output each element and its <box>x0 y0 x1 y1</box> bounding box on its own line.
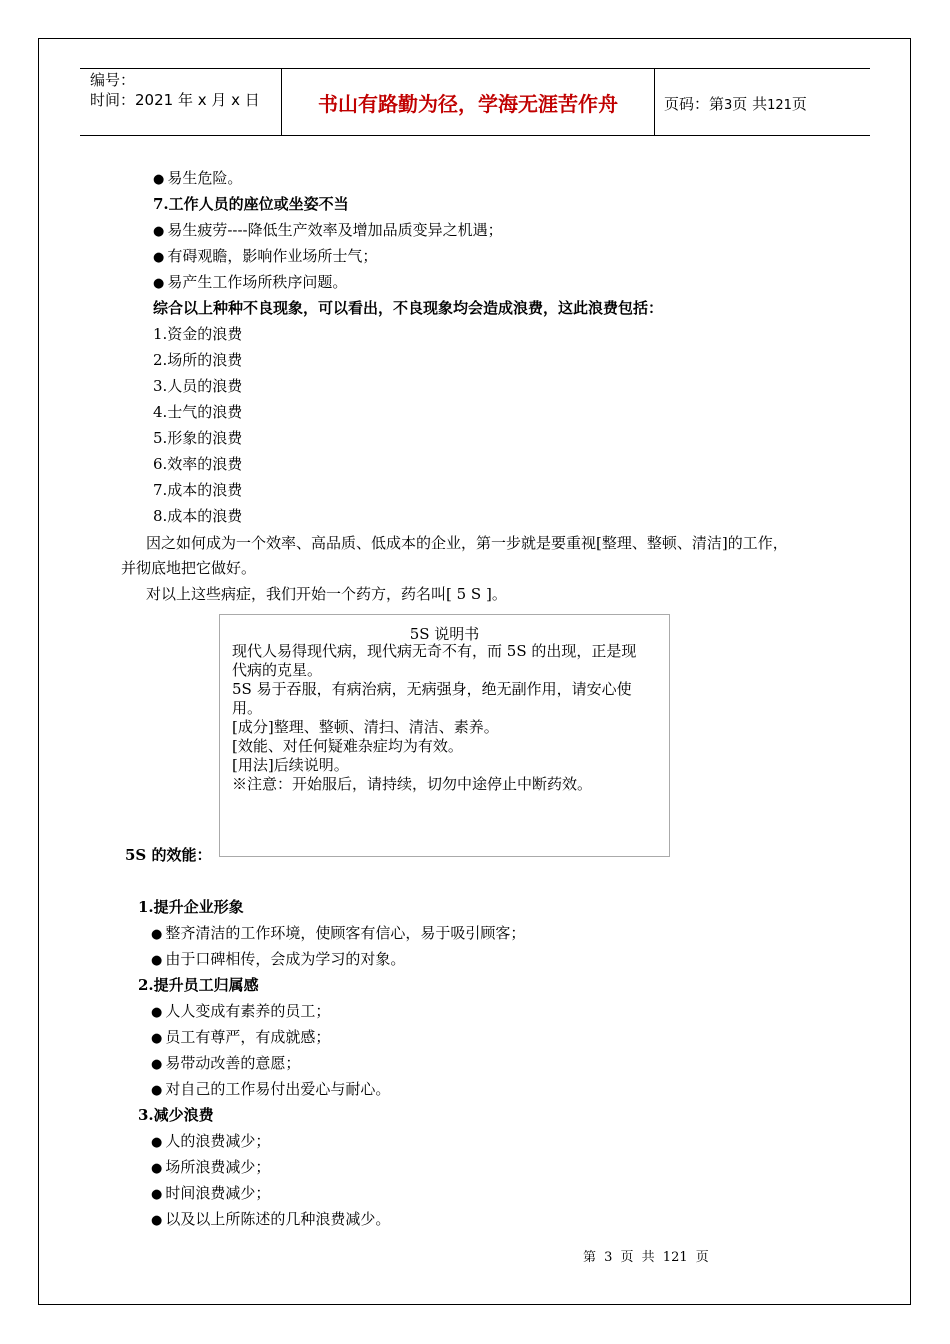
box-line: 用。 <box>232 699 263 717</box>
effects-title: 5S 的效能： <box>125 846 212 864</box>
box-line: 5S 易于吞服，有病治病，无病强身，绝无副作用，请安心使 <box>232 680 632 698</box>
time-label: 时间：2021 年 x 月 x 日 <box>90 91 260 109</box>
bullet-item <box>151 949 405 971</box>
5s-instructions-box <box>219 614 670 857</box>
bullet-text: 对自己的工作易付出爱心与耐心。 <box>165 1080 391 1098</box>
waste-item: 6.效率的浪费 <box>153 455 243 473</box>
waste-item: 4.士气的浪费 <box>153 403 243 421</box>
page-footer: 第 3 页 共 121 页 <box>583 1250 709 1265</box>
bullet-text: 人人变成有素养的员工； <box>165 1002 331 1020</box>
paragraph-line: 对以上这些病症，我们开始一个药方，药名叫[ 5 S ]。 <box>146 585 507 603</box>
waste-item: 3.人员的浪费 <box>153 377 243 395</box>
page-mid: 页 共 <box>732 95 768 113</box>
waste-item: 1.资金的浪费 <box>153 325 243 343</box>
box-line: ※注意：开始服后，请持续，切勿中途停止中断药效。 <box>232 775 593 793</box>
paragraph-line: 因之如何成为一个效率、高品质、低成本的企业，第一步就是要重视[整理、整顿、清洁]的工作， <box>146 534 788 552</box>
bullet-text: 有碍观瞻，影响作业场所士气； <box>167 247 378 265</box>
bullet-text: 场所浪费减少； <box>165 1158 271 1176</box>
bullet-text: 易产生工作场所秩序问题。 <box>167 273 348 291</box>
bullet-text: 易生危险。 <box>167 169 243 187</box>
waste-item: 7.成本的浪费 <box>153 481 243 499</box>
effect-heading: 1.提升企业形象 <box>138 898 244 916</box>
waste-item: 2.场所的浪费 <box>153 351 243 369</box>
box-line: 代病的克星。 <box>232 661 323 679</box>
bullet-item <box>153 272 347 294</box>
paragraph-line: 并彻底地把它做好。 <box>121 559 257 577</box>
bullet-item <box>151 1079 390 1101</box>
bullet-text: 易生疲劳----降低生产效率及增加品质变异之机遇； <box>167 221 503 239</box>
bullet-item <box>153 246 377 268</box>
waste-item: 5.形象的浪费 <box>153 429 243 447</box>
page-label: 页码：第 <box>664 95 725 113</box>
bullet-text: 人的浪费减少； <box>165 1132 271 1150</box>
header-rule-bottom <box>80 135 870 136</box>
bullet-item <box>151 1001 330 1023</box>
bullet-item <box>151 923 525 945</box>
section-heading: 7.工作人员的座位或坐姿不当 <box>153 195 349 213</box>
page-end: 页 <box>791 95 807 113</box>
bullet-text: 以及以上所陈述的几种浪费减少。 <box>165 1210 391 1228</box>
header-rule-top <box>80 68 870 69</box>
box-line: [成分]整理、整顿、清扫、清洁、素养。 <box>232 718 499 736</box>
bullet-item <box>151 1183 270 1205</box>
box-line: 现代人易得现代病，现代病无奇不有，而 5S 的出现，正是现 <box>232 642 637 660</box>
bullet-item <box>153 168 242 190</box>
box-line: [用法]后续说明。 <box>232 756 349 774</box>
bullet-text: 时间浪费减少； <box>165 1184 271 1202</box>
header-page-info <box>664 93 807 114</box>
page-total: 121 <box>767 98 792 113</box>
bullet-text: 整齐清洁的工作环境，使顾客有信心，易于吸引顾客； <box>165 924 526 942</box>
number-label: 编号： <box>90 71 136 89</box>
bullet-item <box>151 1027 330 1049</box>
bullet-item <box>153 220 503 242</box>
effect-heading: 2.提升员工归属感 <box>138 976 259 994</box>
effect-heading: 3.减少浪费 <box>138 1106 214 1124</box>
bullet-item <box>151 1209 390 1231</box>
header-meta <box>90 70 260 110</box>
waste-item: 8.成本的浪费 <box>153 507 243 525</box>
bullet-item <box>151 1053 300 1075</box>
bullet-item <box>151 1157 270 1179</box>
bullet-text: 易带动改善的意愿； <box>165 1054 301 1072</box>
bullet-item <box>151 1131 270 1153</box>
bullet-text: 由于口碑相传，会成为学习的对象。 <box>165 950 406 968</box>
page-number: 3 <box>724 98 733 113</box>
bullet-text: 员工有尊严，有成就感； <box>165 1028 331 1046</box>
box-line: [效能、对任何疑难杂症均为有效。 <box>232 737 463 755</box>
box-title: 5S 说明书 <box>409 625 480 643</box>
summary-heading: 综合以上种种不良现象，可以看出，不良现象均会造成浪费，这此浪费包括： <box>153 299 664 317</box>
header-motto: 书山有路勤为径，学海无涯苦作舟 <box>318 92 618 116</box>
